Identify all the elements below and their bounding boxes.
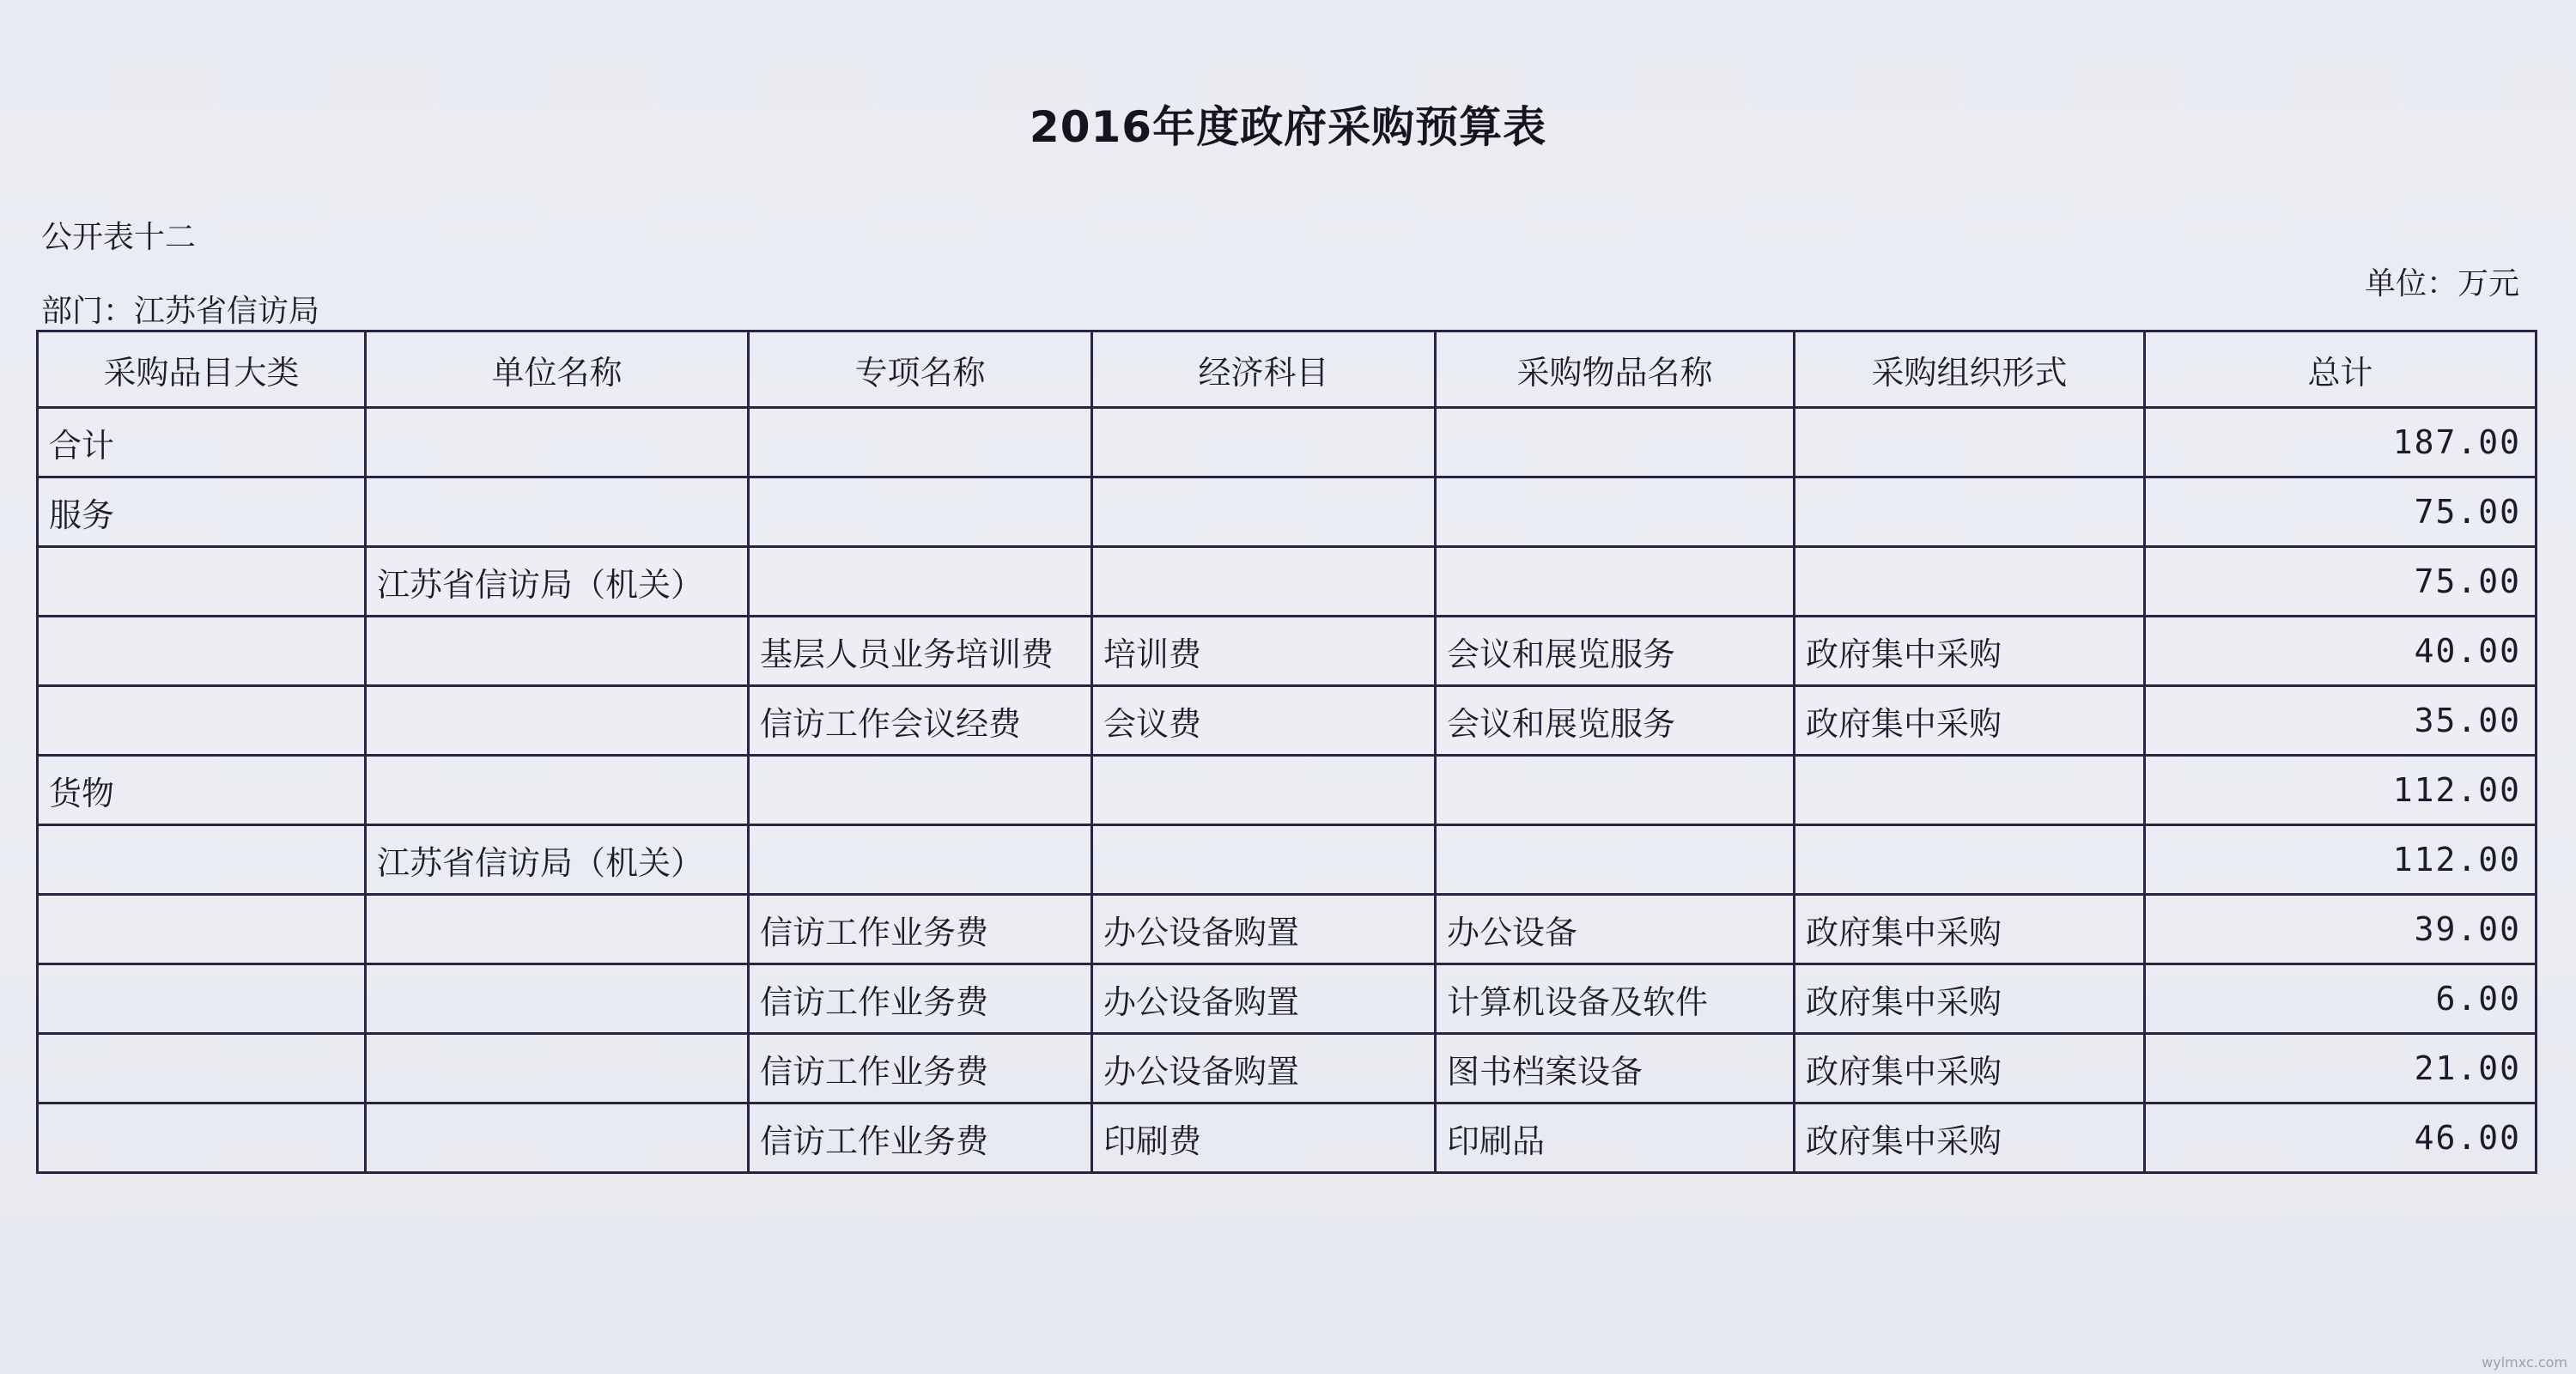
cell-category [38,617,366,686]
cell-unit-name [366,895,749,964]
cell-item-name [1436,756,1795,825]
cell-procurement-form: 政府集中采购 [1795,1103,2145,1173]
cell-unit-name [366,756,749,825]
cell-procurement-form [1795,756,2145,825]
unit-label: 单位：万元 [2364,266,2519,301]
cell-item-name: 图书档案设备 [1436,1034,1795,1103]
cell-economic-subject: 办公设备购置 [1092,1034,1436,1103]
document-title: 2016年度政府采购预算表 [1029,102,1547,152]
cell-unit-name [366,408,749,477]
cell-item-name: 办公设备 [1436,895,1795,964]
cell-total: 46.00 [2145,1103,2537,1173]
cell-category [38,825,366,895]
cell-procurement-form [1795,547,2145,617]
table-body [38,408,2537,1173]
cell-procurement-form: 政府集中采购 [1795,617,2145,686]
cell-project-name: 信访工作业务费 [749,964,1092,1034]
cell-economic-subject [1092,756,1436,825]
cell-unit-name [366,1103,749,1173]
cell-category [38,1103,366,1173]
table-row [38,756,2537,825]
table-row [38,547,2537,617]
header-unit-name: 单位名称 [366,331,749,408]
cell-procurement-form: 政府集中采购 [1795,1034,2145,1103]
cell-category [38,1034,366,1103]
cell-economic-subject: 培训费 [1092,617,1436,686]
cell-project-name [749,547,1092,617]
cell-item-name [1436,408,1795,477]
cell-economic-subject: 印刷费 [1092,1103,1436,1173]
cell-unit-name [366,964,749,1034]
header-procurement-form: 采购组织形式 [1795,331,2145,408]
header-row [38,331,2537,408]
cell-item-name [1436,825,1795,895]
cell-item-name [1436,547,1795,617]
cell-total: 187.00 [2145,408,2537,477]
cell-project-name [749,756,1092,825]
cell-total: 40.00 [2145,617,2537,686]
cell-unit-name: 江苏省信访局（机关） [366,547,749,617]
cell-procurement-form [1795,825,2145,895]
cell-procurement-form [1795,408,2145,477]
cell-unit-name: 江苏省信访局（机关） [366,825,749,895]
table-row [38,1103,2537,1173]
cell-category [38,547,366,617]
cell-total: 39.00 [2145,895,2537,964]
cell-economic-subject: 办公设备购置 [1092,964,1436,1034]
budget-table [36,330,2537,1174]
cell-economic-subject [1092,547,1436,617]
cell-category [38,686,366,756]
table-row [38,477,2537,547]
cell-procurement-form: 政府集中采购 [1795,895,2145,964]
table-row [38,895,2537,964]
cell-total: 21.00 [2145,1034,2537,1103]
cell-item-name [1436,477,1795,547]
cell-project-name: 信访工作会议经费 [749,686,1092,756]
cell-category [38,964,366,1034]
cell-project-name [749,825,1092,895]
cell-project-name [749,477,1092,547]
cell-project-name: 基层人员业务培训费 [749,617,1092,686]
cell-total: 75.00 [2145,477,2537,547]
cell-total: 112.00 [2145,756,2537,825]
cell-economic-subject: 会议费 [1092,686,1436,756]
cell-total: 112.00 [2145,825,2537,895]
cell-project-name: 信访工作业务费 [749,895,1092,964]
cell-economic-subject [1092,477,1436,547]
cell-procurement-form [1795,477,2145,547]
header-project-name: 专项名称 [749,331,1092,408]
cell-category: 合计 [38,408,366,477]
department-label: 部门：江苏省信访局 [41,294,320,329]
cell-procurement-form: 政府集中采购 [1795,964,2145,1034]
cell-unit-name [366,1034,749,1103]
cell-total: 35.00 [2145,686,2537,756]
table-row [38,825,2537,895]
cell-project-name: 信访工作业务费 [749,1034,1092,1103]
cell-unit-name [366,477,749,547]
cell-unit-name [366,617,749,686]
header-economic-subject: 经济科目 [1092,331,1436,408]
cell-item-name: 计算机设备及软件 [1436,964,1795,1034]
header-category: 采购品目大类 [38,331,366,408]
cell-item-name: 印刷品 [1436,1103,1795,1173]
cell-category: 服务 [38,477,366,547]
watermark: wylmxc.com [2482,1354,2567,1371]
cell-economic-subject: 办公设备购置 [1092,895,1436,964]
header-total: 总计 [2145,331,2537,408]
table-row [38,964,2537,1034]
cell-unit-name [366,686,749,756]
table-row [38,686,2537,756]
cell-project-name: 信访工作业务费 [749,1103,1092,1173]
cell-total: 6.00 [2145,964,2537,1034]
cell-procurement-form: 政府集中采购 [1795,686,2145,756]
cell-category: 货物 [38,756,366,825]
cell-item-name: 会议和展览服务 [1436,686,1795,756]
cell-economic-subject [1092,408,1436,477]
table-code: 公开表十二 [41,220,197,255]
cell-category [38,895,366,964]
cell-total: 75.00 [2145,547,2537,617]
header-item-name: 采购物品名称 [1436,331,1795,408]
cell-item-name: 会议和展览服务 [1436,617,1795,686]
table-row [38,617,2537,686]
cell-project-name [749,408,1092,477]
cell-economic-subject [1092,825,1436,895]
table-row [38,1034,2537,1103]
table-row [38,408,2537,477]
